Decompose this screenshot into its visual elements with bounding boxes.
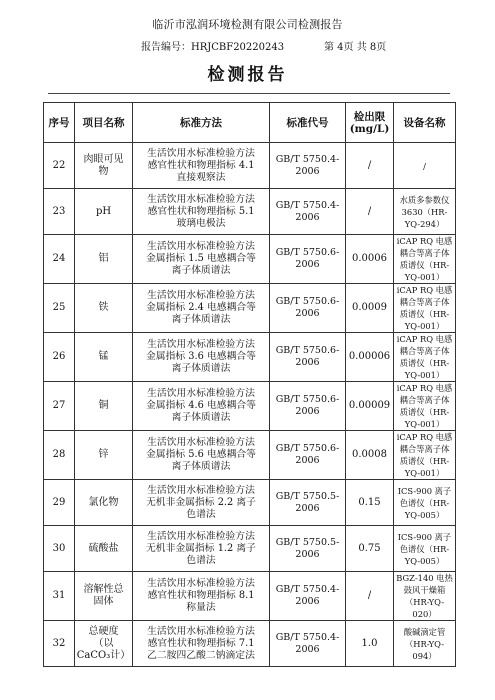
- cell-equip-line: YQ-001）: [404, 468, 445, 478]
- cell-item-line: 固体: [93, 596, 114, 607]
- cell-limit: /: [346, 572, 394, 621]
- cell-no: 29: [44, 480, 75, 526]
- cell-no: 23: [44, 189, 75, 235]
- cell-method-line: 乙二胺四乙酸二钠滴定法: [147, 649, 255, 661]
- cell-equip-line: BGZ-140 电热: [396, 573, 453, 583]
- cell-item: [75, 189, 133, 235]
- cell-std-line: GB/T 5750.6-: [275, 345, 340, 356]
- company-report-header: 临沂市泓润环境检测有限公司检测报告: [152, 18, 343, 31]
- report-number: 报告编号：HRJCBF20220243: [141, 42, 285, 53]
- cell-method-line: 无机非金属指标 2.2 离子: [146, 496, 256, 508]
- cell-equip-line: YQ-005）: [404, 555, 445, 566]
- cell-limit: 0.0006: [346, 235, 394, 284]
- cell-item-line: 肉眼可见: [83, 153, 124, 165]
- report-title: 检测报告: [207, 65, 288, 85]
- cell-std-line: 2006: [295, 548, 320, 560]
- cell-equip-line: （HR-YQ-: [404, 638, 445, 649]
- cell-std: [270, 382, 346, 431]
- cell-equip-line: YQ-005）: [404, 509, 445, 520]
- cell-equip-line: 耦合等离子体: [399, 444, 450, 454]
- cell-equip-line: 鼓风干燥箱: [403, 585, 446, 595]
- cell-std: [270, 572, 346, 621]
- cell-equip-line: 水质多参数仪: [399, 194, 450, 205]
- cell-equip-line: 020）: [412, 609, 437, 619]
- cell-method: [133, 621, 270, 667]
- cell-equip-line: （HR-YQ-: [404, 597, 445, 607]
- col-header-std: 标准代号: [270, 103, 346, 143]
- cell-method-line: 直接观察法: [176, 171, 226, 183]
- cell-item: [75, 284, 133, 333]
- cell-std-line: 2006: [295, 211, 320, 223]
- cell-method-line: 金属指标 2.4 电感耦合等: [146, 302, 256, 313]
- cell-method-line: 玻璃电极法: [176, 217, 226, 229]
- cell-item: [75, 382, 133, 431]
- cell-std-line: GB/T 5750.4-: [275, 631, 340, 643]
- cell-equip-line: iCAP RQ 电感: [396, 285, 453, 295]
- col-header-item: 项目名称: [75, 103, 133, 143]
- cell-equip-line: 耦合等离子体: [399, 395, 450, 405]
- cell-method-line: 生活饮用水标准检验方法: [147, 437, 255, 448]
- cell-equip: [394, 480, 456, 526]
- cell-no: 26: [44, 333, 75, 382]
- cell-item-line: 物: [98, 165, 109, 177]
- cell-std-line: GB/T 5750.4-: [275, 153, 340, 165]
- cell-no: 30: [44, 526, 75, 572]
- cell-std: [270, 189, 346, 235]
- cell-equip-line: YQ-001）: [404, 272, 445, 282]
- cell-method-line: 生活饮用水标准检验方法: [147, 193, 255, 205]
- cell-std-line: GB/T 5750.5-: [275, 536, 340, 548]
- cell-std: [270, 431, 346, 480]
- cell-equip-line: 质谱仪（HR-: [399, 309, 450, 319]
- cell-method-line: 色谱法: [186, 554, 216, 566]
- cell-limit: 1.0: [346, 621, 394, 667]
- cell-method-line: 离子体质谱法: [171, 461, 231, 472]
- cell-method-line: 生活饮用水标准检验方法: [147, 484, 255, 496]
- cell-equip: [394, 333, 456, 382]
- cell-equip-line: 耦合等离子体: [399, 297, 450, 307]
- table-row: [44, 284, 456, 333]
- cell-limit: 0.0009: [346, 284, 394, 333]
- cell-equip-line: 色谱仪（HR-: [399, 497, 450, 508]
- cell-item: [75, 572, 133, 621]
- cell-method-line: 金属指标 3.6 电感耦合等: [146, 351, 256, 362]
- col-header-limit-line1: 检出限: [353, 110, 386, 123]
- table-row: [44, 333, 456, 382]
- cell-equip-line: iCAP RQ 电感: [396, 383, 453, 393]
- cell-no: 22: [44, 143, 75, 189]
- cell-method-line: 生活饮用水标准检验方法: [147, 578, 255, 589]
- cell-method: [133, 189, 270, 235]
- cell-std-line: GB/T 5750.6-: [275, 296, 340, 307]
- cell-method: [133, 333, 270, 382]
- cell-std-line: 2006: [295, 357, 320, 368]
- cell-std-line: GB/T 5750.6-: [275, 247, 340, 258]
- cell-method-line: 感官性状和物理指标 8.1: [147, 590, 255, 601]
- cell-limit: 0.00006: [346, 333, 394, 382]
- cell-method: [133, 431, 270, 480]
- cell-no: 27: [44, 382, 75, 431]
- col-header-no: 序号: [44, 103, 75, 143]
- cell-method: [133, 143, 270, 189]
- cell-equip-line: /: [423, 160, 426, 171]
- cell-equip-line: iCAP RQ 电感: [396, 334, 453, 344]
- cell-method: [133, 382, 270, 431]
- cell-std-line: 2006: [295, 502, 320, 514]
- cell-method: [133, 235, 270, 284]
- cell-equip: [394, 143, 456, 189]
- cell-std-line: GB/T 5750.4-: [275, 199, 340, 211]
- cell-method-line: 金属指标 5.6 电感耦合等: [146, 449, 256, 460]
- table-row: [44, 235, 456, 284]
- cell-method-line: 感官性状和物理指标 5.1: [147, 205, 255, 217]
- table-row: [44, 382, 456, 431]
- cell-item: [75, 526, 133, 572]
- cell-std: [270, 333, 346, 382]
- cell-method-line: 离子体质谱法: [171, 412, 231, 423]
- cell-method-line: 离子体质谱法: [171, 314, 231, 325]
- cell-equip-line: 质谱仪（HR-: [399, 358, 450, 368]
- cell-item: [75, 480, 133, 526]
- cell-std: [270, 526, 346, 572]
- cell-item: [75, 143, 133, 189]
- cell-equip-line: 耦合等离子体: [399, 248, 450, 258]
- cell-equip-line: 3630（HR-: [401, 206, 448, 217]
- col-header-limit: [346, 103, 394, 143]
- cell-equip-line: 094）: [412, 650, 437, 661]
- cell-method-line: 生活饮用水标准检验方法: [147, 339, 255, 350]
- cell-equip: [394, 572, 456, 621]
- cell-equip: [394, 284, 456, 333]
- cell-std-line: GB/T 5750.6-: [275, 394, 340, 405]
- cell-equip-line: YQ-001）: [404, 370, 445, 380]
- cell-method-line: 生活饮用水标准检验方法: [147, 625, 255, 637]
- cell-limit: 0.0008: [346, 431, 394, 480]
- cell-method: [133, 526, 270, 572]
- cell-equip-line: 质谱仪（HR-: [399, 456, 450, 466]
- table-row: [44, 431, 456, 480]
- cell-equip: [394, 621, 456, 667]
- col-header-method: 标准方法: [133, 103, 270, 143]
- cell-limit: 0.00009: [346, 382, 394, 431]
- cell-method-line: 金属指标 1.5 电感耦合等: [146, 253, 256, 264]
- cell-equip-line: YQ-001）: [404, 321, 445, 331]
- cell-std: [270, 480, 346, 526]
- cell-equip: [394, 235, 456, 284]
- col-header-limit-unit: (mg/L): [349, 122, 390, 135]
- table-row: [44, 480, 456, 526]
- cell-equip: [394, 526, 456, 572]
- cell-method-line: 离子体质谱法: [171, 265, 231, 276]
- cell-std-line: GB/T 5750.4-: [275, 584, 340, 595]
- col-header-equip: 设备名称: [394, 103, 456, 143]
- header-divider: [48, 93, 450, 94]
- cell-std-line: GB/T 5750.5-: [275, 490, 340, 502]
- cell-equip-line: 酸碱滴定管: [403, 626, 446, 637]
- cell-item: [75, 333, 133, 382]
- cell-std-line: GB/T 5750.6-: [275, 443, 340, 454]
- cell-equip-line: ICS-900 离子: [397, 531, 452, 542]
- table-header-row: [44, 103, 456, 143]
- cell-method-line: 生活饮用水标准检验方法: [147, 290, 255, 301]
- cell-std-line: 2006: [295, 455, 320, 466]
- cell-equip-line: 质谱仪（HR-: [399, 407, 450, 417]
- cell-item-line: 铁: [98, 302, 109, 313]
- cell-equip: [394, 431, 456, 480]
- cell-item-line: （以: [93, 637, 114, 649]
- cell-no: 24: [44, 235, 75, 284]
- cell-equip: [394, 189, 456, 235]
- cell-method: [133, 480, 270, 526]
- table-row: [44, 572, 456, 621]
- page-info: 第 4页 共 8页: [324, 42, 387, 53]
- cell-method-line: 感官性状和物理指标 7.1: [147, 637, 255, 649]
- cell-std: [270, 235, 346, 284]
- cell-equip-line: iCAP RQ 电感: [396, 432, 453, 442]
- cell-no: 28: [44, 431, 75, 480]
- cell-limit: 0.75: [346, 526, 394, 572]
- cell-std-line: 2006: [295, 308, 320, 319]
- cell-item-line: 铜: [98, 400, 109, 411]
- cell-std-line: 2006: [295, 643, 320, 655]
- cell-equip: [394, 382, 456, 431]
- cell-equip-line: 色谱仪（HR-: [399, 543, 450, 554]
- cell-item-line: 硫酸盐: [88, 542, 119, 554]
- cell-method-line: 无机非金属指标 1.2 离子: [146, 542, 256, 554]
- cell-no: 25: [44, 284, 75, 333]
- cell-equip-line: 质谱仪（HR-: [399, 260, 450, 270]
- table-row: [44, 143, 456, 189]
- cell-method-line: 生活饮用水标准检验方法: [147, 241, 255, 252]
- cell-std-line: 2006: [295, 406, 320, 417]
- cell-method-line: 生活饮用水标准检验方法: [147, 530, 255, 542]
- cell-equip-line: YQ-294）: [404, 218, 445, 229]
- cell-no: 32: [44, 621, 75, 667]
- cell-equip-line: YQ-001）: [404, 419, 445, 429]
- cell-method-line: 生活饮用水标准检验方法: [147, 147, 255, 159]
- cell-item-line: 溶解性总: [83, 584, 124, 595]
- table-row: [44, 621, 456, 667]
- cell-std-line: 2006: [295, 259, 320, 270]
- cell-item-line: 氯化物: [88, 496, 119, 508]
- cell-equip-line: 耦合等离子体: [399, 346, 450, 356]
- cell-method-line: 称量法: [186, 602, 216, 613]
- cell-item-line: CaCO₃计）: [76, 649, 131, 661]
- cell-limit: 0.15: [346, 480, 394, 526]
- cell-std: [270, 284, 346, 333]
- cell-no: 31: [44, 572, 75, 621]
- cell-std-line: 2006: [295, 596, 320, 607]
- table-body: [44, 143, 456, 667]
- cell-item-line: 锰: [98, 351, 109, 362]
- cell-method-line: 感官性状和物理指标 4.1: [147, 159, 255, 171]
- table-row: [44, 526, 456, 572]
- cell-method-line: 色谱法: [186, 508, 216, 520]
- cell-item: [75, 431, 133, 480]
- cell-item: [75, 235, 133, 284]
- cell-std: [270, 621, 346, 667]
- cell-equip-line: ICS-900 离子: [397, 485, 452, 496]
- report-table: [43, 102, 456, 667]
- cell-method-line: 生活饮用水标准检验方法: [147, 388, 255, 399]
- cell-method-line: 离子体质谱法: [171, 363, 231, 374]
- cell-equip-line: iCAP RQ 电感: [396, 236, 453, 246]
- cell-std-line: 2006: [295, 165, 320, 177]
- cell-limit: /: [346, 189, 394, 235]
- cell-item: [75, 621, 133, 667]
- cell-method: [133, 572, 270, 621]
- table-row: [44, 189, 456, 235]
- cell-item-line: 铝: [98, 253, 109, 264]
- cell-method: [133, 284, 270, 333]
- cell-std: [270, 143, 346, 189]
- cell-item-line: 锌: [98, 449, 109, 460]
- cell-limit: /: [346, 143, 394, 189]
- cell-item-line: pH: [95, 205, 112, 217]
- cell-method-line: 金属指标 4.6 电感耦合等: [146, 400, 256, 411]
- cell-item-line: 总硬度: [88, 625, 119, 637]
